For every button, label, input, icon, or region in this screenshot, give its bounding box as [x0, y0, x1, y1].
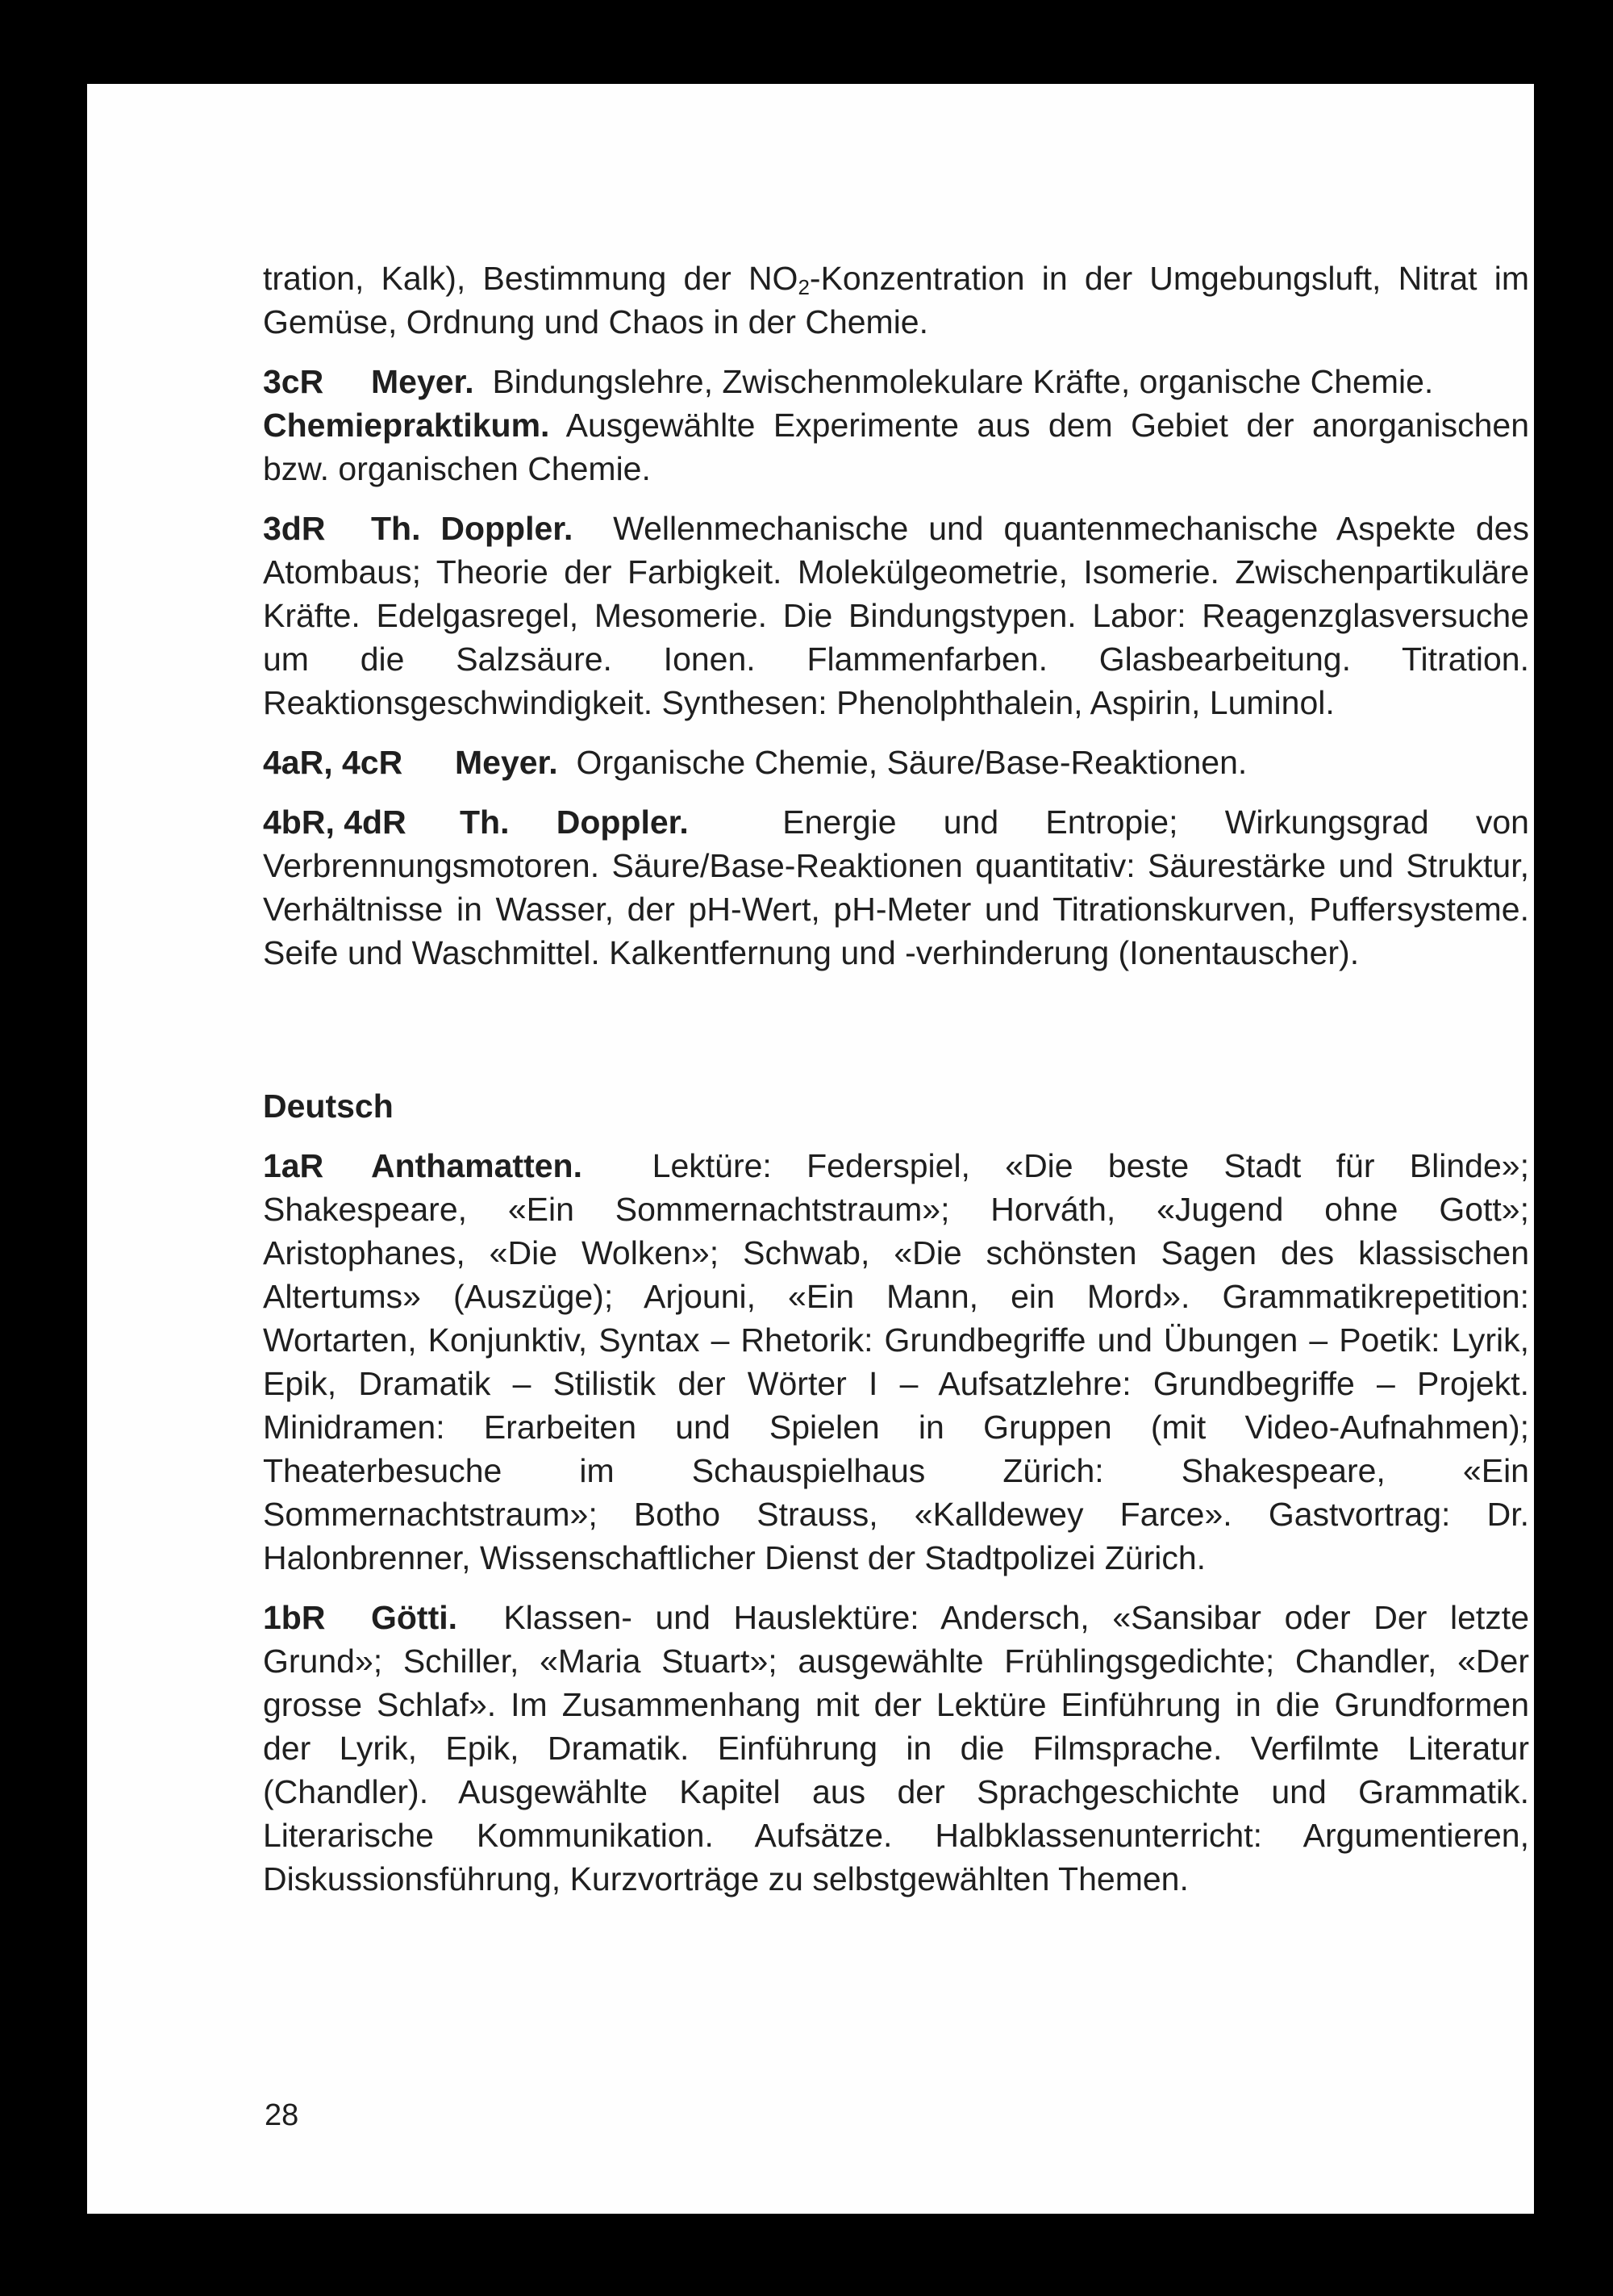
entry-4bR-4dR — [263, 800, 1529, 975]
section-title-deutsch: Deutsch — [263, 1087, 394, 1125]
entry-subtext: Ausgewählte Experimente aus dem Gebiet der anorganischen bzw. organischen Chemie. — [263, 407, 1529, 487]
entry-text: Organische Chemie, Säure/Base-Reaktionen. — [576, 744, 1248, 781]
teacher-name: Meyer. — [455, 744, 558, 781]
class-code: 4bR, 4dR — [263, 804, 406, 841]
entry-subheading: Chemiepraktikum. — [263, 407, 550, 444]
document-page — [87, 84, 1534, 2214]
carryover-text-a: tration, Kalk), Bestimmung der NO — [263, 260, 798, 297]
class-code: 3cR — [263, 363, 324, 400]
entry-1bR — [263, 1596, 1529, 1901]
teacher-name: Meyer. — [371, 363, 474, 400]
page-content — [263, 257, 1529, 1901]
class-code: 1bR — [263, 1599, 326, 1636]
entry-text: Energie und Entropie; Wirkungsgrad von Verbrennungsmotoren. Säure/Base-Reaktionen quantitativ: Säurestärke und Struktur, Verhältnisse in Wasser, der pH-Wert, pH-Meter und Titrationskurven, Puffersysteme. Seife und Waschmittel. Kalkentfernung und -verhinderung (Ionentauscher). — [263, 804, 1529, 971]
class-code: 4aR, 4cR — [263, 744, 403, 781]
entry-3dR — [263, 507, 1529, 724]
class-code: 1aR — [263, 1147, 324, 1184]
teacher-name: Götti. — [371, 1599, 458, 1636]
carryover-subscript: 2 — [798, 275, 810, 299]
entry-3cR — [263, 360, 1529, 491]
teacher-name: Th. Doppler. — [371, 510, 573, 547]
entry-text: Lektüre: Federspiel, «Die beste Stadt für Blinde»; Shakespeare, «Ein Sommernachtstraum»; Horváth, «Jugend ohne Gott»; Aristophanes, «Die Wolken»; Schwab, «Die schönsten Sagen des klassischen Altertums» (Auszüge); Arjouni, «Ein Mann, ein Mord». Grammatikrepetition: Wortarten, Konjunktiv, Syntax – Rhetorik: Grundbegriffe und Übungen – Poetik: Lyrik, Epik, Dramatik – Stilistik der Wörter I – Aufsatzlehre: Grundbegriffe – Projekt. Minidramen: Erarbeiten und Spielen in Gruppen (mit Video-Aufnahmen); Theaterbesuche im Schauspielhaus Zürich: Shakespeare, «Ein Sommernachtstraum»; Botho Strauss, «Kalldewey Farce». Gastvortrag: Dr. Halonbrenner, Wissenschaftlicher Dienst der Stadtpolizei Zürich. — [263, 1147, 1529, 1576]
teacher-name: Th. Doppler. — [460, 804, 689, 841]
teacher-name: Anthamatten. — [371, 1147, 582, 1184]
entry-text: Bindungslehre, Zwischenmolekulare Kräfte, organische Chemie. — [492, 363, 1434, 400]
entry-1aR — [263, 1144, 1529, 1580]
entry-text: Klassen- und Hauslektüre: Andersch, «Sansibar oder Der letzte Grund»; Schiller, «Maria Stuart»; ausgewählte Frühlingsgedichte; Chandler, «Der grosse Schlaf». Im Zusammenhang mit der Lektüre Einführung in die Grundformen der Lyrik, Epik, Dramatik. Einführung in die Filmsprache. Verfilmte Literatur (Chandler). Ausgewählte Kapitel aus der Sprachgeschichte und Grammatik. Literarische Kommunikation. Aufsätze. Halbklassenunterricht: Argumentieren, Diskussionsführung, Kurzvorträge zu selbstgewählten Themen. — [263, 1599, 1529, 1897]
page-number: 28 — [265, 2098, 299, 2132]
carryover-text-b: -Konzentration in der Umgebungsluft, Nitrat im Gemüse, Ordnung und Chaos in der Chemie. — [263, 260, 1529, 340]
entry-4aR-4cR — [263, 741, 1529, 784]
entry-text: Wellenmechanische und quantenmechanische Aspekte des Atombaus; Theorie der Farbigkeit. Molekülgeometrie, Isomerie. Zwischenpartikuläre Kräfte. Edelgasregel, Mesomerie. Die Bindungstypen. Labor: Reagenzglasversuche um die Salzsäure. Ionen. Flammenfarben. Glasbearbeitung. Titration. Reaktionsgeschwindigkeit. Synthesen: Phenolphthalein, Aspirin, Luminol. — [263, 510, 1529, 721]
carryover-paragraph — [263, 257, 1529, 344]
class-code: 3dR — [263, 510, 326, 547]
